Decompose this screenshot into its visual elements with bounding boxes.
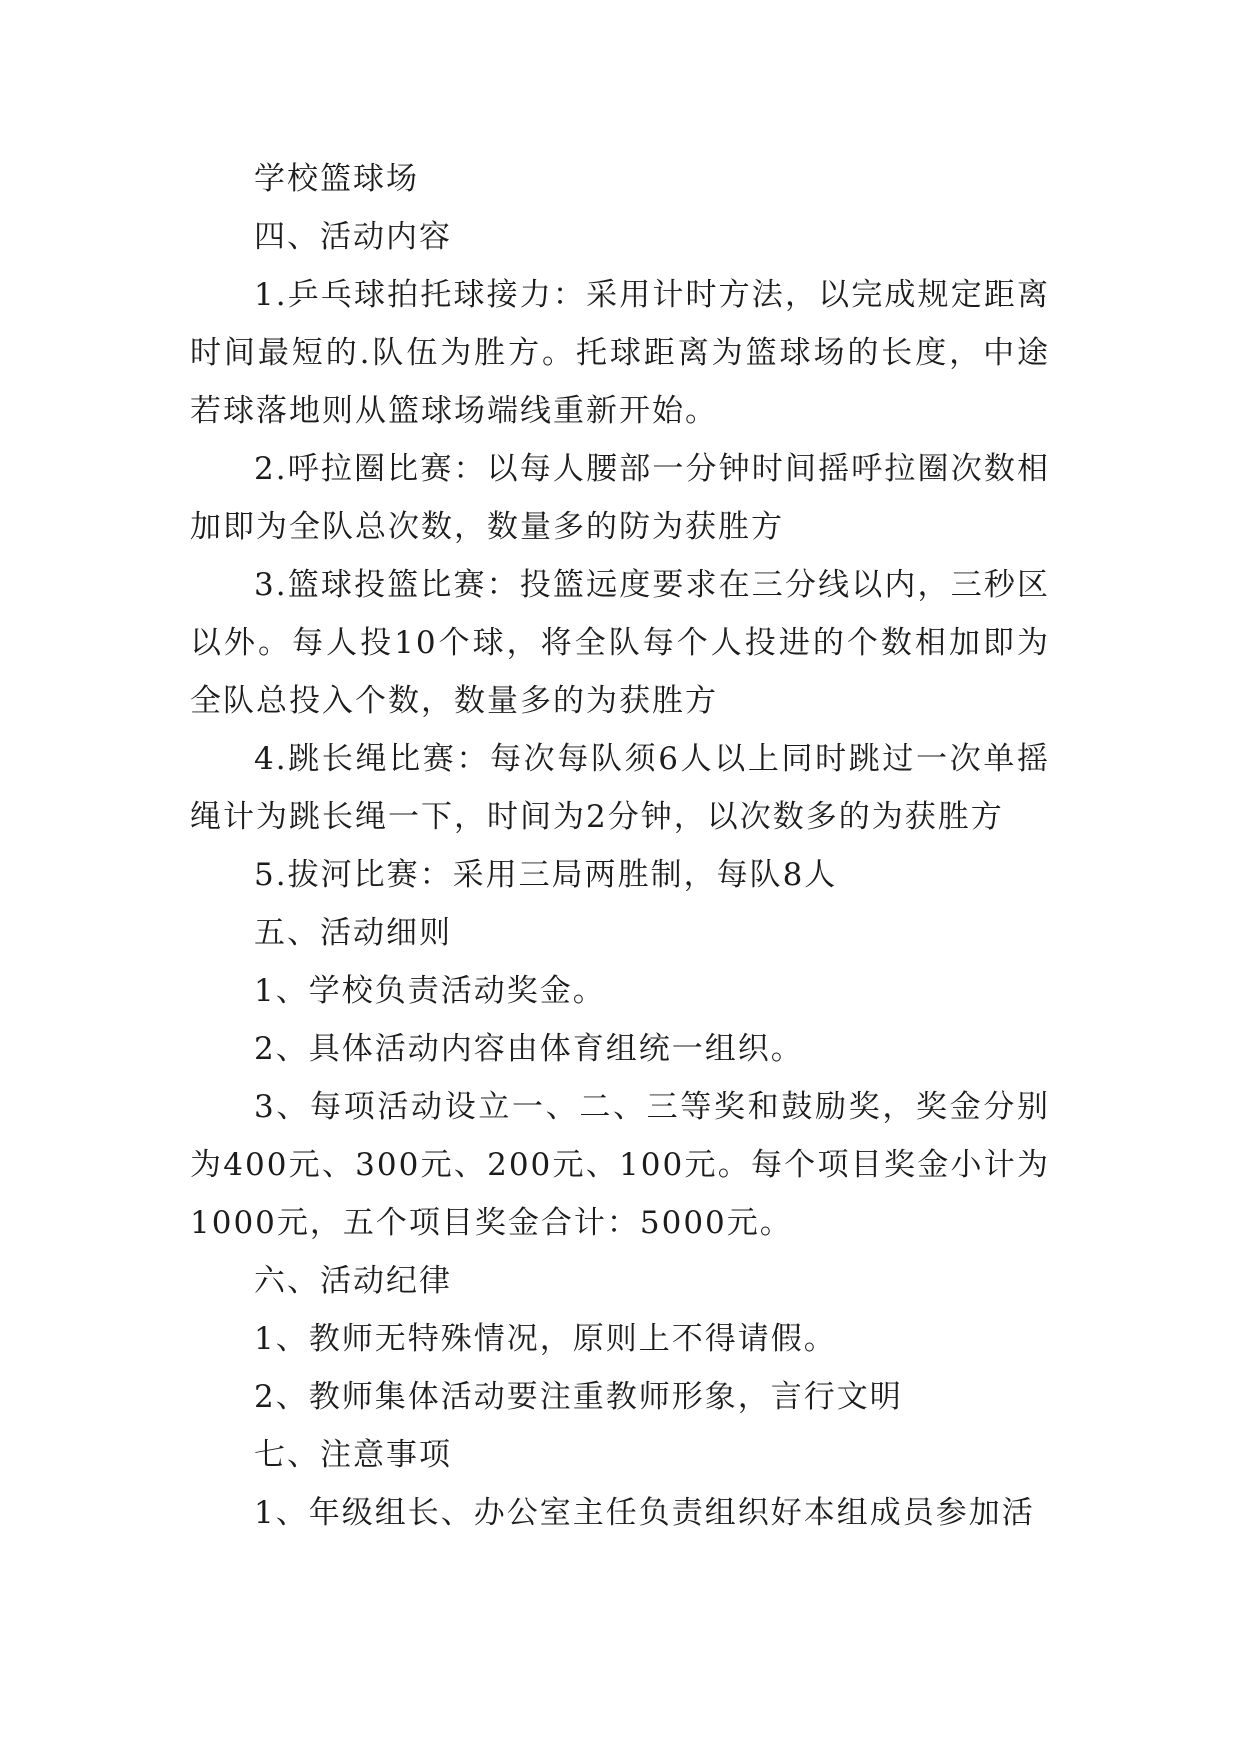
paragraph-rule-1: 1、学校负责活动奖金。 xyxy=(254,973,606,1009)
paragraph-item-2-hula-hoop: 2.呼拉圈比赛：以每人腰部一分钟时间摇呼拉圈次数相加即为全队总次数，数量多的防为获胜方 xyxy=(190,451,1050,545)
paragraph-discipline-1: 1、教师无特殊情况，原则上不得请假。 xyxy=(254,1321,837,1357)
paragraph-item-1-relay: 1.乒乓球拍托球接力：采用计时方法，以完成规定距离时间最短的.队伍为胜方。托球距离为篮球场的长度，中途若球落地则从篮球场端线重新开始。 xyxy=(190,277,1050,429)
section-heading-activity-rules: 五、活动细则 xyxy=(254,915,452,951)
section-heading-notes: 七、注意事项 xyxy=(254,1437,452,1473)
paragraph-rule-3-prizes: 3、每项活动设立一、二、三等奖和鼓励奖，奖金分别为400元、300元、200元、100元。每个项目奖金小计为1000元，五个项目奖金合计：5000元。 xyxy=(190,1089,1050,1241)
section-heading-activity-content: 四、活动内容 xyxy=(254,219,452,255)
paragraph-item-5-tug-of-war: 5.拔河比赛：采用三局两胜制，每队8人 xyxy=(254,857,838,893)
paragraph-discipline-2: 2、教师集体活动要注重教师形象，言行文明 xyxy=(254,1379,903,1415)
paragraph-item-3-basketball: 3.篮球投篮比赛：投篮远度要求在三分线以内，三秒区以外。每人投10个球，将全队每个人投进的个数相加即为全队总投入个数，数量多的为获胜方 xyxy=(190,567,1050,719)
paragraph-rule-2: 2、具体活动内容由体育组统一组织。 xyxy=(254,1031,804,1067)
paragraph-notes-1: 1、年级组长、办公室主任负责组织好本组成员参加活 xyxy=(254,1495,1035,1531)
paragraph-item-4-long-rope: 4.跳长绳比赛：每次每队须6人以上同时跳过一次单摇绳计为跳长绳一下，时间为2分钟，以次数多的为获胜方 xyxy=(190,741,1050,835)
venue-text: 学校篮球场 xyxy=(254,161,419,197)
document-page xyxy=(190,150,1050,1542)
section-heading-discipline: 六、活动纪律 xyxy=(254,1263,452,1299)
